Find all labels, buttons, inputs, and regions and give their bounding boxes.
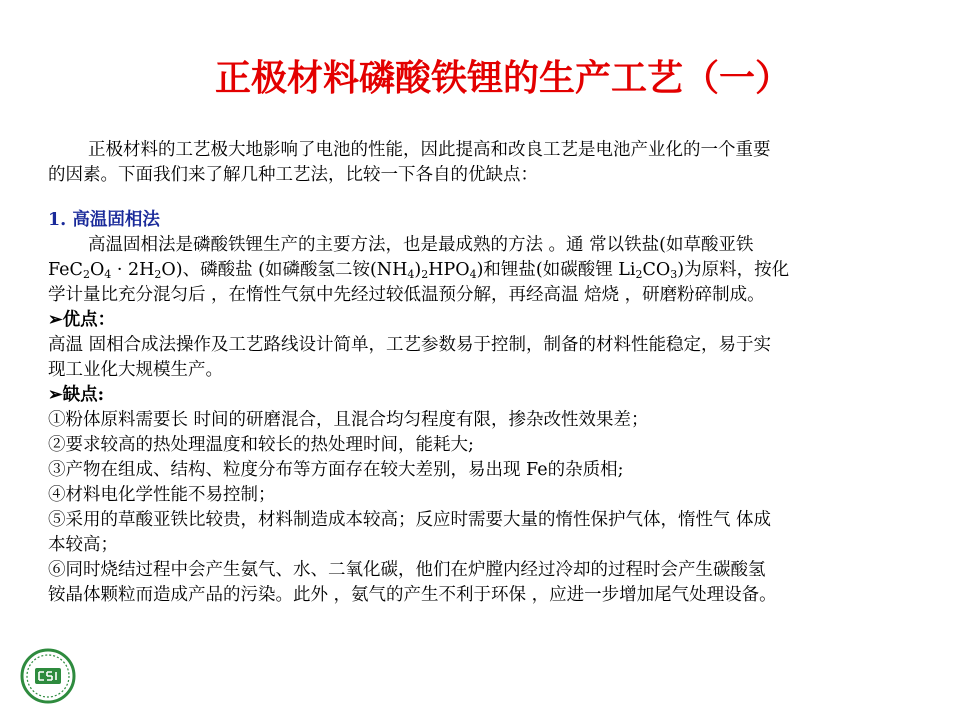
subscript: 2 xyxy=(154,268,162,281)
pros-line-1: 高温 固相合成法操作及工艺路线设计简单，工艺参数易于控制，制备的材料性能稳定，易于实 xyxy=(48,335,772,355)
cons-item: ②要求较高的热处理温度和较长的热处理时间，能耗大; xyxy=(48,435,474,455)
subscript: 4 xyxy=(407,268,415,281)
method-desc-line-2 xyxy=(48,258,928,283)
formula-text: O xyxy=(89,260,105,280)
formula-text: · 2H xyxy=(111,260,155,280)
formula-text: ) xyxy=(414,260,422,280)
formula-text: CO xyxy=(642,260,671,280)
cons-item: ③产物在组成、结构、粒度分布等方面存在较大差别，易出现 Fe的杂质相; xyxy=(48,460,624,480)
subscript: 2 xyxy=(82,268,90,281)
cons-item: ①粉体原料需要长 时间的研磨混合，且混合均匀程度有限，掺杂改性效果差； xyxy=(48,410,649,430)
subscript: 2 xyxy=(635,268,643,281)
cons-item: ④材料电化学性能不易控制； xyxy=(48,485,276,505)
cons-label: ➢缺点: xyxy=(48,385,105,405)
subscript: 4 xyxy=(469,268,477,281)
subscript: 2 xyxy=(421,268,429,281)
intro-line-1: 正极材料的工艺极大地影响了电池的性能，因此提高和改良工艺是电池产业化的一个重要 xyxy=(88,140,771,160)
slide-body xyxy=(48,138,928,608)
cons-item: 本较高； xyxy=(48,535,118,555)
formula-text: FeC xyxy=(48,260,83,280)
method-desc-line-1: 高温固相法是磷酸铁锂生产的主要方法，也是最成熟的方法 。通 常以铁盐(如草酸亚铁 xyxy=(88,235,754,255)
csi-logo-icon xyxy=(20,648,76,704)
cons-item: ⑤采用的草酸亚铁比较贵，材料制造成本较高；反应时需要大量的惰性保护气体，惰性气 体成 xyxy=(48,510,772,530)
pros-line-2: 现工业化大规模生产。 xyxy=(48,360,223,380)
formula-text: )为原料，按化 xyxy=(677,260,790,280)
subscript: 4 xyxy=(104,268,112,281)
method-desc-line-3: 学计量比充分混匀后 ，在惰性气氛中先经过较低温预分解，再经高温 焙烧 ，研磨粉碎制成。 xyxy=(48,285,765,305)
formula-text: HPO xyxy=(428,260,470,280)
intro-line-2: 的因素。下面我们来了解几种工艺法，比较一下各自的优缺点： xyxy=(48,165,538,185)
pros-label: ➢优点： xyxy=(48,310,116,330)
cons-item: ⑥同时烧结过程中会产生氨气、水、二氧化碳，他们在炉膛内经过冷却的过程时会产生碳酸氢 xyxy=(48,560,766,580)
formula-text: O)、磷酸盐 (如磷酸氢二铵(NH xyxy=(161,260,408,280)
subscript: 3 xyxy=(670,268,678,281)
section-heading: 1. 高温固相法 xyxy=(48,210,160,230)
slide-title: 正极材料磷酸铁锂的生产工艺（一） xyxy=(215,57,792,99)
cons-item: 铵晶体颗粒而造成产品的污染。此外 ，氨气的产生不利于环保 ，应进一步增加尾气处理设备。 xyxy=(48,585,777,605)
formula-text: )和锂盐(如碳酸锂 Li xyxy=(476,260,636,280)
